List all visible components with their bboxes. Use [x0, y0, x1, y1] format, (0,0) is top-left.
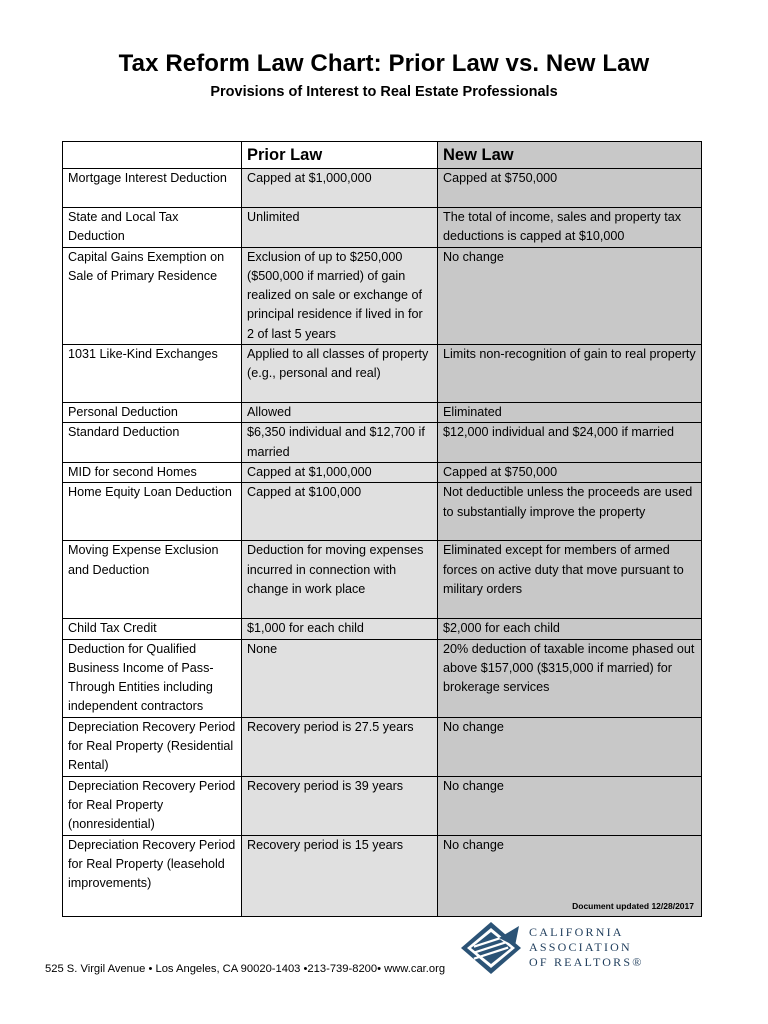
prior-law-cell: Capped at $1,000,000	[242, 169, 438, 208]
new-law-cell: $2,000 for each child	[438, 619, 702, 639]
provision-cell: Moving Expense Exclusion and Deduction	[63, 541, 242, 619]
table-row	[63, 403, 702, 423]
prior-law-cell: Recovery period is 15 years	[242, 835, 438, 916]
new-law-cell: The total of income, sales and property tax deductions is capped at $10,000	[438, 208, 702, 248]
header-new-law: New Law	[438, 142, 702, 169]
new-law-cell: Capped at $750,000	[438, 169, 702, 208]
logo-line-3: OF REALTORS®	[529, 955, 644, 969]
prior-law-cell: $1,000 for each child	[242, 619, 438, 639]
provision-cell: MID for second Homes	[63, 462, 242, 482]
prior-law-cell: Recovery period is 39 years	[242, 776, 438, 835]
new-law-cell: No change	[438, 247, 702, 344]
table-row	[63, 483, 702, 541]
provision-cell: Home Equity Loan Deduction	[63, 483, 242, 541]
car-logo-emblem-icon	[459, 920, 523, 976]
table-row	[63, 423, 702, 463]
page-subtitle: Provisions of Interest to Real Estate Professionals	[210, 84, 558, 100]
table-row	[63, 247, 702, 344]
car-logo	[459, 920, 699, 976]
prior-law-cell: Recovery period is 27.5 years	[242, 717, 438, 776]
table-row	[63, 541, 702, 619]
provision-cell: Mortgage Interest Deduction	[63, 169, 242, 208]
logo-line-1: CALIFORNIA	[529, 925, 624, 939]
prior-law-cell: Capped at $100,000	[242, 483, 438, 541]
provision-cell: Deduction for Qualified Business Income of Pass-Through Entities including independent contractors	[63, 639, 242, 717]
footer-address: 525 S. Virgil Avenue • Los Angeles, CA 90020-1403 •213-739-8200• www.car.org	[45, 963, 446, 975]
prior-law-cell: Deduction for moving expenses incurred in connection with change in work place	[242, 541, 438, 619]
provision-cell: Child Tax Credit	[63, 619, 242, 639]
header-provision	[63, 142, 242, 169]
table-row	[63, 776, 702, 835]
prior-law-cell: $6,350 individual and $12,700 if married	[242, 423, 438, 463]
new-law-cell: 20% deduction of taxable income phased out above $157,000 ($315,000 if married) for brokerage services	[438, 639, 702, 717]
table-row	[63, 717, 702, 776]
table-row	[63, 619, 702, 639]
logo-line-2: ASSOCIATION	[529, 940, 632, 954]
provision-cell: Standard Deduction	[63, 423, 242, 463]
provision-cell: State and Local Tax Deduction	[63, 208, 242, 248]
prior-law-cell: Applied to all classes of property (e.g., personal and real)	[242, 345, 438, 403]
prior-law-cell: Exclusion of up to $250,000 ($500,000 if married) of gain realized on sale or exchange of principal residence if lived in for 2 of last 5 years	[242, 247, 438, 344]
prior-law-cell: Unlimited	[242, 208, 438, 248]
table-row	[63, 345, 702, 403]
new-law-cell: Eliminated	[438, 403, 702, 423]
document-updated-date: Document updated 12/28/2017	[572, 901, 694, 911]
new-law-cell: $12,000 individual and $24,000 if married	[438, 423, 702, 463]
new-law-cell: Limits non-recognition of gain to real property	[438, 345, 702, 403]
table-header-row	[63, 142, 702, 169]
provision-cell: Depreciation Recovery Period for Real Property (Residential Rental)	[63, 717, 242, 776]
new-law-cell: Capped at $750,000	[438, 462, 702, 482]
header-prior-law: Prior Law	[242, 142, 438, 169]
table-row	[63, 462, 702, 482]
new-law-cell: Not deductible unless the proceeds are used to substantially improve the property	[438, 483, 702, 541]
tax-law-comparison-table	[62, 141, 702, 917]
provision-cell: Capital Gains Exemption on Sale of Primary Residence	[63, 247, 242, 344]
prior-law-cell: Allowed	[242, 403, 438, 423]
car-logo-wordmark	[529, 925, 644, 970]
table-row	[63, 639, 702, 717]
prior-law-cell: None	[242, 639, 438, 717]
table-row	[63, 208, 702, 248]
new-law-cell: No change	[438, 776, 702, 835]
page-title: Tax Reform Law Chart: Prior Law vs. New Law	[118, 50, 650, 77]
provision-cell: Personal Deduction	[63, 403, 242, 423]
table-row	[63, 169, 702, 208]
provision-cell: Depreciation Recovery Period for Real Property (nonresidential)	[63, 776, 242, 835]
provision-cell: Depreciation Recovery Period for Real Property (leasehold improvements)	[63, 835, 242, 916]
new-law-cell: Eliminated except for members of armed forces on active duty that move pursuant to military orders	[438, 541, 702, 619]
new-law-cell: No change	[438, 835, 702, 916]
prior-law-cell: Capped at $1,000,000	[242, 462, 438, 482]
new-law-cell: No change	[438, 717, 702, 776]
provision-cell: 1031 Like-Kind Exchanges	[63, 345, 242, 403]
table-body	[63, 169, 702, 917]
